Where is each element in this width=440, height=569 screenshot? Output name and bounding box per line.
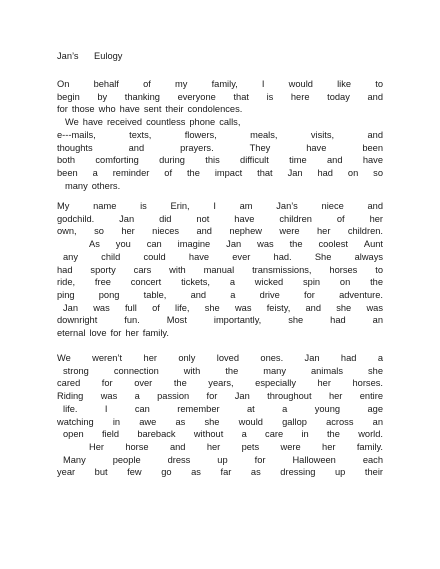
- word: My: [57, 201, 70, 211]
- word: and: [305, 302, 322, 313]
- word: visits,: [310, 129, 335, 140]
- word: connection: [113, 365, 159, 376]
- word: my: [175, 79, 188, 89]
- text-line: [57, 251, 383, 263]
- word: was: [93, 302, 110, 313]
- word: a: [134, 391, 140, 402]
- word: table,: [143, 289, 167, 300]
- word: Jan: [226, 239, 242, 250]
- word: am: [239, 201, 253, 211]
- word: and: [169, 441, 186, 452]
- word: children: [279, 213, 312, 224]
- word: been: [57, 167, 78, 178]
- word: feisty,: [266, 302, 291, 313]
- text-line: [57, 116, 383, 128]
- word: of: [164, 167, 173, 178]
- word: Aunt: [363, 239, 383, 250]
- word: had: [330, 315, 346, 326]
- word: Many: [63, 454, 86, 465]
- word: that: [233, 91, 249, 102]
- text-line: [57, 167, 383, 179]
- word: for: [110, 328, 122, 338]
- text-line: [57, 441, 383, 453]
- word: children.: [347, 226, 383, 237]
- text-line: [57, 213, 383, 225]
- word: dressing: [280, 467, 316, 478]
- text-line: [57, 200, 383, 212]
- word: today: [327, 91, 350, 102]
- word: few: [127, 467, 142, 478]
- word: age: [367, 403, 383, 414]
- word: throughout: [267, 391, 312, 402]
- word: their: [165, 104, 184, 115]
- word: horse: [125, 441, 149, 452]
- word: family,: [211, 79, 238, 89]
- word: her: [125, 328, 139, 338]
- word: of: [336, 213, 345, 224]
- word: difficult: [240, 155, 269, 166]
- word: texts,: [129, 129, 152, 140]
- word: comforting: [95, 155, 139, 166]
- word: in: [112, 416, 121, 427]
- word: coolest: [318, 239, 348, 250]
- text-line: [57, 314, 383, 326]
- word: and: [367, 129, 383, 140]
- word: who: [98, 104, 116, 115]
- word: the: [289, 239, 303, 250]
- document-title: Jan’s Eulogy: [57, 51, 123, 61]
- word: They: [249, 142, 271, 153]
- word: nephew: [229, 226, 262, 237]
- word: you: [115, 239, 131, 250]
- word: was: [100, 391, 118, 402]
- word: the: [173, 378, 187, 389]
- word: everyone: [177, 91, 216, 102]
- word: is: [140, 201, 147, 211]
- word: had.: [273, 251, 292, 262]
- word: had: [317, 167, 333, 178]
- word: importantly,: [213, 315, 262, 326]
- word: years,: [208, 378, 234, 389]
- text-line: [57, 103, 383, 115]
- text-line: [57, 454, 383, 466]
- word: she: [368, 365, 383, 376]
- word: for: [304, 289, 315, 300]
- word: manual: [203, 264, 235, 275]
- word: many: [263, 365, 286, 376]
- word: year: [57, 467, 76, 478]
- word: tickets,: [181, 277, 210, 288]
- word: by: [97, 91, 108, 102]
- word: her: [328, 391, 343, 402]
- word: can: [146, 239, 162, 250]
- text-line: [57, 264, 383, 276]
- word: cared: [57, 378, 81, 389]
- word: open: [63, 429, 84, 440]
- word: gallop: [282, 416, 307, 427]
- word: thoughts: [57, 142, 93, 153]
- word: love: [89, 328, 107, 338]
- word: their: [364, 467, 383, 478]
- word: I: [261, 79, 265, 89]
- word: up: [217, 454, 228, 465]
- word: up: [335, 467, 346, 478]
- word: as: [191, 467, 201, 478]
- word: We: [57, 353, 71, 363]
- word: godchild.: [57, 213, 95, 224]
- word: she: [204, 416, 220, 427]
- word: she: [204, 302, 220, 313]
- word: on: [347, 167, 359, 178]
- word: her: [206, 441, 221, 452]
- word: as: [250, 467, 261, 478]
- word: a: [229, 277, 235, 288]
- word: not: [196, 213, 210, 224]
- word: horses: [329, 264, 358, 275]
- word: Jan: [234, 391, 250, 402]
- word: pong: [98, 289, 120, 300]
- word: loved: [216, 353, 240, 363]
- word: wicked: [254, 277, 284, 288]
- word: in: [301, 429, 309, 440]
- word: would: [238, 416, 263, 427]
- word: behalf: [93, 79, 119, 89]
- word: meals,: [250, 129, 278, 140]
- text-line: [57, 180, 383, 192]
- word: could: [143, 251, 166, 262]
- word: far: [220, 467, 232, 478]
- word: especially: [255, 378, 296, 389]
- word: and: [196, 226, 212, 237]
- word: were: [280, 441, 301, 452]
- word: dress: [167, 454, 191, 465]
- text-line: [57, 365, 383, 377]
- text-line: [57, 78, 383, 90]
- word: Jan: [287, 167, 303, 178]
- word: like: [337, 79, 352, 89]
- word: weren’t: [92, 353, 123, 363]
- word: her: [322, 441, 336, 452]
- word: to: [375, 79, 383, 89]
- text-line: [57, 129, 383, 141]
- word: her: [316, 226, 331, 237]
- word: Jan’s: [276, 201, 298, 211]
- text-line: [57, 289, 383, 301]
- text-line: [57, 302, 383, 314]
- word: time: [289, 155, 307, 166]
- word: flowers,: [184, 129, 217, 140]
- word: those: [71, 104, 95, 115]
- word: downright: [57, 315, 98, 326]
- word: As: [89, 239, 100, 250]
- word: impact: [214, 167, 243, 178]
- word: her: [121, 226, 135, 237]
- word: have: [362, 155, 383, 166]
- word: a: [377, 353, 383, 363]
- word: so: [94, 226, 104, 237]
- text-line: [57, 390, 383, 402]
- word: she: [336, 302, 352, 313]
- word: calls,: [219, 117, 241, 128]
- word: have: [234, 213, 255, 224]
- word: to: [375, 264, 383, 275]
- word: a: [92, 167, 98, 178]
- word: full: [124, 302, 137, 313]
- word: at: [247, 403, 255, 414]
- text-line: [57, 466, 383, 478]
- word: had: [57, 264, 73, 275]
- word: Her: [89, 441, 104, 452]
- word: was: [234, 302, 252, 313]
- word: was: [366, 302, 383, 313]
- word: that: [257, 167, 273, 178]
- word: across: [326, 416, 354, 427]
- word: life.: [63, 403, 78, 414]
- word: many: [65, 180, 88, 191]
- text-line: [57, 352, 383, 364]
- word: sent: [143, 104, 162, 115]
- text-line: [57, 225, 383, 237]
- word: go: [161, 467, 172, 478]
- word: care: [265, 429, 284, 440]
- text-line: [57, 377, 383, 389]
- word: any: [63, 251, 78, 262]
- word: and: [128, 142, 145, 153]
- word: field: [101, 429, 120, 440]
- word: people: [112, 454, 141, 465]
- word: eternal: [57, 328, 86, 338]
- word: drive: [259, 289, 280, 300]
- text-line: [57, 327, 383, 339]
- word: I: [104, 403, 108, 414]
- word: bareback: [137, 429, 176, 440]
- word: for: [57, 104, 68, 115]
- word: were: [279, 226, 300, 237]
- word: and: [367, 91, 383, 102]
- text-line: [57, 403, 383, 415]
- word: with: [169, 264, 186, 275]
- word: a: [241, 429, 247, 440]
- word: child: [101, 251, 121, 262]
- word: over: [134, 378, 153, 389]
- word: She: [314, 251, 332, 262]
- word: niece: [321, 201, 344, 211]
- word: both: [57, 155, 76, 166]
- word: have: [188, 251, 210, 262]
- word: Jan: [304, 353, 320, 363]
- word: and: [190, 289, 207, 300]
- word: Most: [166, 315, 187, 326]
- word: phone: [189, 117, 216, 128]
- word: but: [94, 467, 108, 478]
- word: a: [230, 289, 236, 300]
- word: adventure.: [339, 289, 383, 300]
- word: is: [266, 91, 274, 102]
- word: without: [193, 429, 224, 440]
- word: We: [65, 117, 79, 128]
- word: watching: [57, 416, 94, 427]
- word: for: [254, 454, 266, 465]
- word: concert: [130, 277, 162, 288]
- word: fun.: [124, 315, 140, 326]
- word: can: [134, 403, 150, 414]
- word: Jan: [119, 213, 135, 224]
- word: a: [282, 403, 288, 414]
- word: for: [206, 391, 218, 402]
- word: name: [93, 201, 117, 211]
- word: cars: [133, 264, 152, 275]
- word: strong: [63, 365, 89, 376]
- word: Jan: [63, 302, 78, 313]
- word: animals: [310, 365, 343, 376]
- text-line: [57, 238, 383, 250]
- word: world.: [358, 429, 383, 440]
- word: have: [119, 104, 140, 115]
- word: spin: [303, 277, 321, 288]
- word: reminder: [112, 167, 150, 178]
- word: family.: [142, 328, 169, 338]
- word: an: [372, 416, 383, 427]
- word: and: [327, 155, 343, 166]
- word: of: [143, 79, 151, 89]
- word: free: [94, 277, 111, 288]
- word: Riding: [57, 391, 84, 402]
- word: others.: [91, 180, 121, 191]
- text-line: [57, 91, 383, 103]
- word: e---mails,: [57, 129, 96, 140]
- text-line: [57, 142, 383, 154]
- word: condolences.: [187, 104, 243, 115]
- word: life,: [175, 302, 190, 313]
- word: family.: [356, 441, 383, 452]
- word: as: [175, 416, 186, 427]
- word: of: [152, 302, 160, 313]
- word: would: [288, 79, 313, 89]
- word: Halloween: [292, 454, 336, 465]
- word: have: [306, 142, 327, 153]
- word: her: [143, 353, 157, 363]
- text-line: [57, 428, 383, 440]
- word: remember: [177, 403, 220, 414]
- word: the: [326, 429, 340, 440]
- word: this: [205, 155, 220, 166]
- word: been: [362, 142, 383, 153]
- word: her: [369, 213, 383, 224]
- word: the: [186, 167, 200, 178]
- word: pets: [241, 441, 260, 452]
- word: young: [314, 403, 341, 414]
- word: received: [106, 117, 143, 128]
- word: did: [159, 213, 172, 224]
- word: imagine: [177, 239, 211, 250]
- word: and: [367, 201, 383, 211]
- word: sporty: [90, 264, 116, 275]
- word: have: [82, 117, 103, 128]
- word: on: [339, 277, 351, 288]
- word: she: [288, 315, 304, 326]
- word: Erin,: [170, 201, 190, 211]
- text-line: [57, 416, 383, 428]
- word: her: [317, 378, 331, 389]
- word: awe: [139, 416, 157, 427]
- word: nieces: [152, 226, 180, 237]
- word: I: [213, 201, 216, 211]
- text-line: [57, 276, 383, 288]
- word: the: [370, 277, 383, 288]
- word: transmissions,: [252, 264, 312, 275]
- word: ones.: [260, 353, 284, 363]
- word: here: [290, 91, 310, 102]
- word: On: [57, 79, 70, 89]
- word: had: [340, 353, 357, 363]
- word: during: [159, 155, 185, 166]
- word: each: [362, 454, 383, 465]
- word: always: [354, 251, 383, 262]
- word: own,: [57, 226, 77, 237]
- word: thanking: [124, 91, 160, 102]
- word: was: [257, 239, 274, 250]
- word: an: [372, 315, 383, 326]
- word: the: [225, 365, 239, 376]
- word: countless: [146, 117, 186, 128]
- word: prayers.: [180, 142, 214, 153]
- text-line: [57, 154, 383, 166]
- word: so: [373, 167, 383, 178]
- word: for: [101, 378, 113, 389]
- word: entire: [359, 391, 383, 402]
- word: horses.: [352, 378, 383, 389]
- word: ping: [57, 289, 75, 300]
- word: passion: [157, 391, 190, 402]
- word: begin: [57, 91, 80, 102]
- word: with: [183, 365, 201, 376]
- word: only: [178, 353, 196, 363]
- word: ride,: [57, 277, 76, 288]
- word: ever: [232, 251, 251, 262]
